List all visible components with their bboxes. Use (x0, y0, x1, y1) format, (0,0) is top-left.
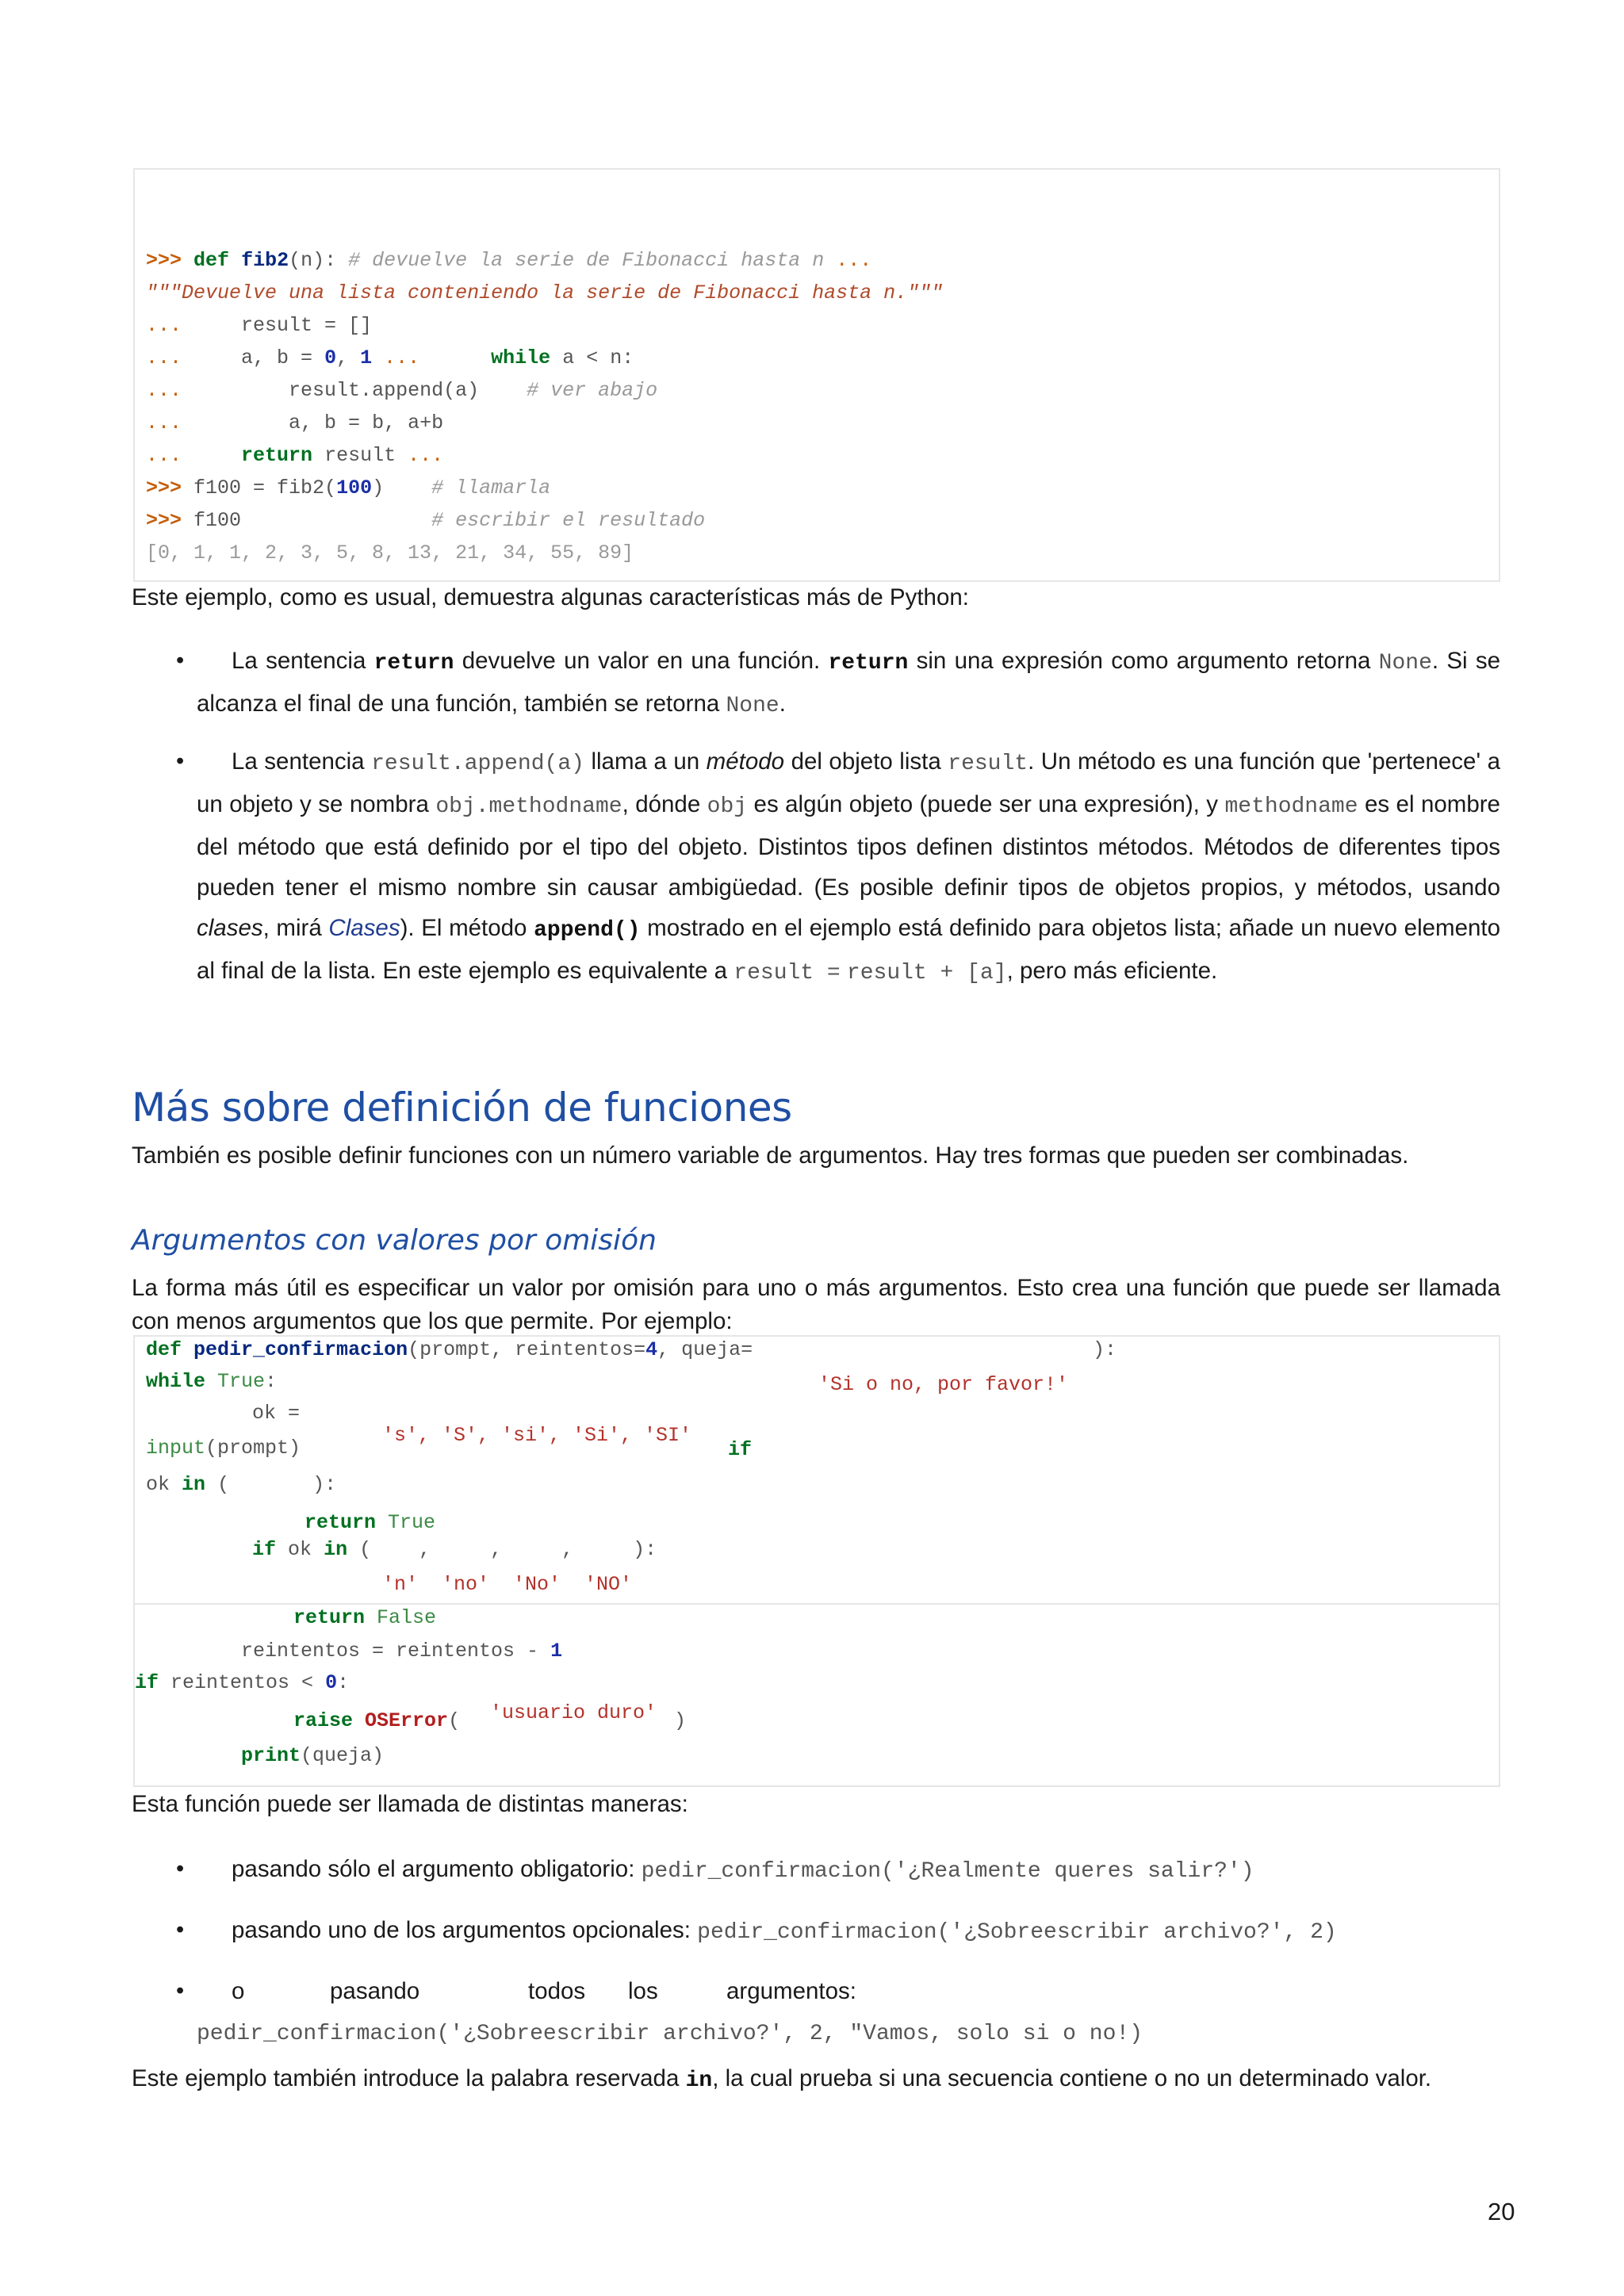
bullet-marker: • (176, 648, 185, 673)
section-heading: Más sobre definición de funciones (132, 1085, 792, 1131)
code-block-fib2 (133, 168, 1500, 582)
code-line: raise OSError( (293, 1709, 461, 1732)
code-line: while True: (146, 1370, 278, 1393)
code-line: ... a, b = b, a+b (146, 411, 444, 434)
code-line: """Devuelve una lista conteniendo la serie de Fibonacci hasta n.""" (146, 281, 944, 304)
closing-paragraph: Este ejemplo también introduce la palabra reservada in, la cual prueba si una secuencia contiene o no un determinado valor. (132, 2065, 1432, 2093)
code-fragment: 'n' 'no' 'No' 'NO' (382, 1573, 633, 1596)
code-output: [0, 1, 1, 2, 3, 5, 8, 13, 21, 34, 55, 89] (146, 541, 634, 564)
code-line: ... a, b = 0, 1 ... while a < n: (146, 346, 634, 369)
code-block-divider (135, 1603, 1499, 1605)
list-item-call-3-code: pedir_confirmacion('¿Sobreescribir archivo?', 2, "Vamos, solo si o no!) (197, 2022, 1143, 2046)
page-number: 20 (1488, 2198, 1515, 2225)
code-fragment: 'usuario duro' (490, 1701, 657, 1724)
list-item-call-2: pasando uno de los argumentos opcionales: pedir_confirmacion('¿Sobreescribir archivo?', 2) (232, 1917, 1337, 1945)
bullet-marker: • (176, 1856, 185, 1881)
intro-paragraph: Este ejemplo, como es usual, demuestra algunas características más de Python: (132, 584, 969, 610)
code-fragment: 'Si o no, por favor!' (818, 1373, 1069, 1396)
code-line: return True (304, 1511, 436, 1534)
clases-link[interactable]: Clases (328, 915, 400, 941)
list-item-append: La sentencia result.append(a) llama a un método del objeto lista result. Un método es una función que 'pertenece' a un objeto y se nombra obj.methodname, dónde obj es algún objeto (puede ser una expresión), y methodname es el nombre del método que está definido por el tipo del objeto. Distintos tipos definen distintos métodos. Métodos de diferentes tipos pueden tener el mismo nombre sin causar ambigüedad. (Es posible definir tipos de objetos propios, y métodos, usando clases, mirá Clases). El método append() mostrado en el ejemplo está definido para objetos lista; añade un nuevo elemento al final de la lista. En este ejemplo es equivalente a result = result + [a], pero más eficiente. (197, 748, 1501, 985)
subsection-heading: Argumentos con valores por omisión (132, 1224, 657, 1257)
bullet-marker: • (176, 1917, 185, 1942)
code-line: if ok in ( , , , ): (252, 1538, 657, 1561)
code-line: >>> f100 # escribir el resultado (146, 509, 706, 532)
document-page: >>> def fib2(n): # devuelve la serie de Fibonacci hasta n ... """Devuelve una lista conteniendo la serie de Fibonacci hasta n.""" ... result = [] ... a, b = 0, 1 ... while a < n: ... result.append(a) # ver abajo ... a, b = b, a+b ... return result ... >>> f100 = fib2(100) # llamarla >>> f100 # escribir el resultado [0, 1, 1, 2, 3, 5, 8, 13, 21, 34, 55, 89] Este ejemplo, como es usual, demuestra algunas características más de Python: • La sentencia return devuelve un valor en una función. return sin una expresión como argumento retorna None. Si se alcanza el final de una función, también se retorna None. • La sentencia result.append(a) llama a un método del objeto lista result. Un método es una función que 'pertenece' a un objeto y se nombra obj.methodname, dónde obj es algún objeto (puede ser una expresión), y methodname es el nombre del método que está definido por el tipo del objeto. Distintos tipos definen distintos métodos. Métodos de diferentes tipos pueden tener el mismo nombre sin causar ambigüedad. (Es posible definir tipos de objetos propios, y métodos, usando clases, mirá Clases). El método append() mostrado en el ejemplo está definido para objetos lista; añade un nuevo elemento al final de la lista. En este ejemplo es equivalente a result = result + [a], pero más eficiente. Más sobre definición de funciones También es posible definir funciones con un número variable de argumentos. Hay tres formas que pueden ser combinadas. Argumentos con valores por omisión La forma más útil es especificar un valor por omisión para uno o más argumentos. Esto crea una función que puede ser llamada con menos argumentos que los que permite. Por ejemplo: def pedir_confirmacion(prompt, reintentos=4, queja= ): while True: 'Si o no, por favor!' ok = 's', 'S', 'si', 'Si', 'SI' if input(prompt) ok in ( ): return True if ok in ( , , , ): 'n' 'no' 'No' 'NO' return False reintentos = reintentos - 1 if reintentos < 0: raise OSError( 'usuario duro' ) print(queja) Esta función puede ser llamada de distintas maneras: • pasando sólo el argumento obligatorio: pedir_confirmacion('¿Realmente queres salir?') • pasando uno de los argumentos opcionales: pedir_confirmacion('¿Sobreescribir archivo?', 2) • o pasando todos los argumentos: pedir_confirmacion('¿Sobreescribir archivo?', 2, "Vamos, solo si o no!) Este ejemplo también introduce la palabra reservada in, la cual prueba si una secuencia contiene o no un determinado valor. 20 (0, 0, 1624, 2296)
code-line: ... result = [] (146, 314, 373, 337)
calls-paragraph: Esta función puede ser llamada de distintas maneras: (132, 1791, 688, 1817)
code-line: ok in ( ): (146, 1473, 337, 1496)
code-line: >>> f100 = fib2(100) # llamarla (146, 476, 551, 499)
code-line: def pedir_confirmacion(prompt, reintentos=4, queja= (146, 1338, 753, 1361)
code-fragment: ok = (252, 1402, 301, 1425)
list-item-return: La sentencia return devuelve un valor en una función. return sin una expresión como argumento retorna None. Si se alcanza el final de una función, también se retorna None. (197, 648, 1500, 718)
code-fragment: 's', 'S', 'si', 'Si', 'SI' (382, 1424, 692, 1447)
code-block-pedir-confirmacion (133, 1335, 1500, 1787)
code-line: reintentos = reintentos - 1 (241, 1640, 563, 1663)
code-line: return False (293, 1606, 437, 1629)
code-line: print(queja) (241, 1744, 385, 1767)
code-fragment: input(prompt) (146, 1437, 301, 1460)
code-line: >>> def fib2(n): # devuelve la serie de Fibonacci hasta n ... (146, 249, 872, 272)
code-line: if reintentos < 0: (135, 1671, 350, 1694)
bullet-marker: • (176, 1978, 185, 2003)
code-line: ... result.append(a) # ver abajo (146, 379, 658, 402)
section-paragraph: También es posible definir funciones con un número variable de argumentos. Hay tres formas que pueden ser combinadas. (132, 1142, 1409, 1169)
code-fragment: if (728, 1438, 753, 1461)
code-line: ... return result ... (146, 444, 444, 467)
code-fragment: ): (1093, 1338, 1117, 1361)
bullet-marker: • (176, 748, 185, 774)
subsection-paragraph: La forma más útil es especificar un valor por omisión para uno o más argumentos. Esto crea una función que puede ser llamada con menos argumentos que los que permite. Por ejemplo: (132, 1275, 1500, 1334)
code-fragment: ) (674, 1709, 687, 1732)
list-item-call-1: pasando sólo el argumento obligatorio: pedir_confirmacion('¿Realmente queres salir?') (232, 1856, 1254, 1884)
